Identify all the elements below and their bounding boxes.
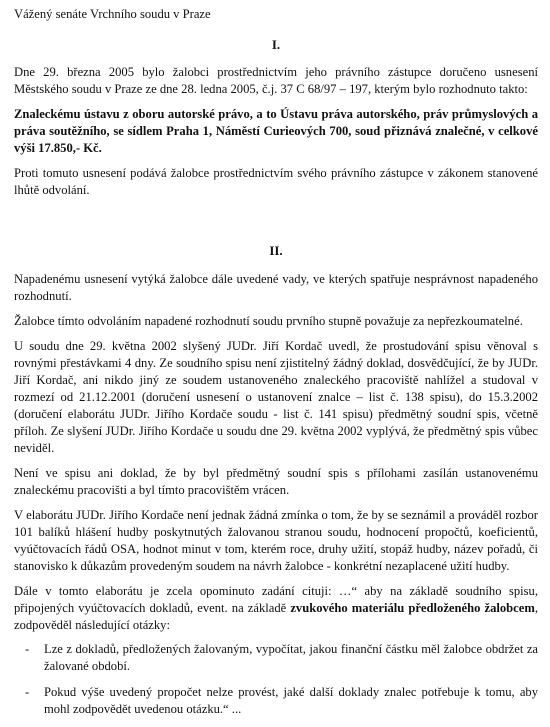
list-item-text: Pokud výše uvedený propočet nelze provést, jaké další doklady znalec potřebuje k tomu, aby mohl zodpovědět uvedenou otázku.“ ... bbox=[44, 685, 538, 716]
assignment-text-start: Dále v tomto elaborátu je zcela opominuto zadání cituji: …“ aby na základě soudního spisu, připojených vyúčtovacích dokladů, event. na základě bbox=[14, 584, 538, 615]
assignment-text-end: , zodpověděl následující otázky: bbox=[14, 601, 538, 632]
bullet-dash: - bbox=[25, 685, 30, 699]
paragraph-assignment bbox=[14, 583, 538, 634]
assignment-text-bold: zvukového materiálu předloženého žalobcem bbox=[290, 601, 535, 615]
section-heading-1: I. bbox=[271, 37, 281, 52]
paragraph-testimony: U soudu dne 29. května 2002 slyšený JUDr. Jiří Kordač uvedl, že prostudování spisu věnoval s rovnými přestávkami 4 dny. Ze soudního spisu není zjistitelný žádný doklad, dosvědčující, že by JUDr. Jiří Kordač, ani nikdo jiný ze soudem ustanoveného znaleckého pracoviště nahlížel a studoval v rozmezí od 21.12.2001 (doručení usnesení o ustanovení znalce – list č. 138 spisu), do 15.3.2002 (doručení elaborátu JUDr. Jiřího Kordače soudu - list č. 141 spisu) předmětný soudní spis, včetně příloh. Ze slyšení JUDr. Jiřího Kordače u soudu dne 29. května 2002 vyplývá, že předmětný spis vůbec neviděl. bbox=[14, 339, 538, 455]
section-heading-2: II. bbox=[269, 243, 283, 258]
paragraph-defects: Napadenému usnesení vytýká žalobce dále uvedené vady, ve kterých spatřuje nesprávnost napadeného rozhodnutí. bbox=[14, 272, 538, 303]
paragraph-verdict: Znaleckému ústavu z oboru autorské právo, a to Ústavu práva autorského, práv průmyslových a práva soutěžního, se sídlem Praha 1, Náměstí Curieových 700, soud přiznává znalečné, v celkové výši 17.850,- Kč. bbox=[14, 107, 538, 155]
paragraph-delivery: Dne 29. března 2005 bylo žalobci prostřednictvím jeho právního zástupce doručeno usnesení Městského soudu v Praze ze dne 28. ledna 2005, č.j. 37 C 68/97 – 197, kterým bylo rozhodnuto takto: bbox=[14, 65, 538, 96]
list-item-text: Lze z dokladů, předložených žalovaným, vypočítat, jakou finanční částku měl žalobce obdržet za žalované období. bbox=[44, 642, 538, 673]
question-list bbox=[14, 641, 538, 718]
list-item bbox=[14, 641, 538, 675]
paragraph-no-record: Není ve spisu ani doklad, že by byl předmětný soudní spis s přílohami zasílán ustanovenému znaleckému pracovišti a byl tímto pracovištěm vrácen. bbox=[14, 466, 538, 497]
bullet-dash: - bbox=[25, 642, 30, 656]
salutation: Vážený senáte Vrchního soudu v Praze bbox=[14, 7, 211, 21]
paragraph-elaborate: V elaborátu JUDr. Jiřího Kordače není jednak žádná zmínka o tom, že by se seznámil a prováděl rozbor 101 balíků hlášení hudby poskytnutých žalovanou stranou soudu, hodnocení propočtů, koeficientů, vyúčtovacích řádů OSA, hodnot minut v tom, kterém roce, druhy užití, stopáž hudby, název pořadů, či stanovisko k důkazům provedeným soudem na návrh žalobce - konkrétní nezaplacené užití hudby. bbox=[14, 508, 538, 573]
list-item bbox=[14, 684, 538, 718]
paragraph-appeal: Proti tomuto usnesení podává žalobce prostřednictvím svého právního zástupce v zákonem stanovené lhůtě odvolání. bbox=[14, 166, 538, 197]
document-page bbox=[14, 4, 538, 727]
paragraph-unreviewable: Žalobce tímto odvoláním napadené rozhodnutí soudu prvního stupně považuje za nepřezkoumatelné. bbox=[14, 314, 523, 328]
